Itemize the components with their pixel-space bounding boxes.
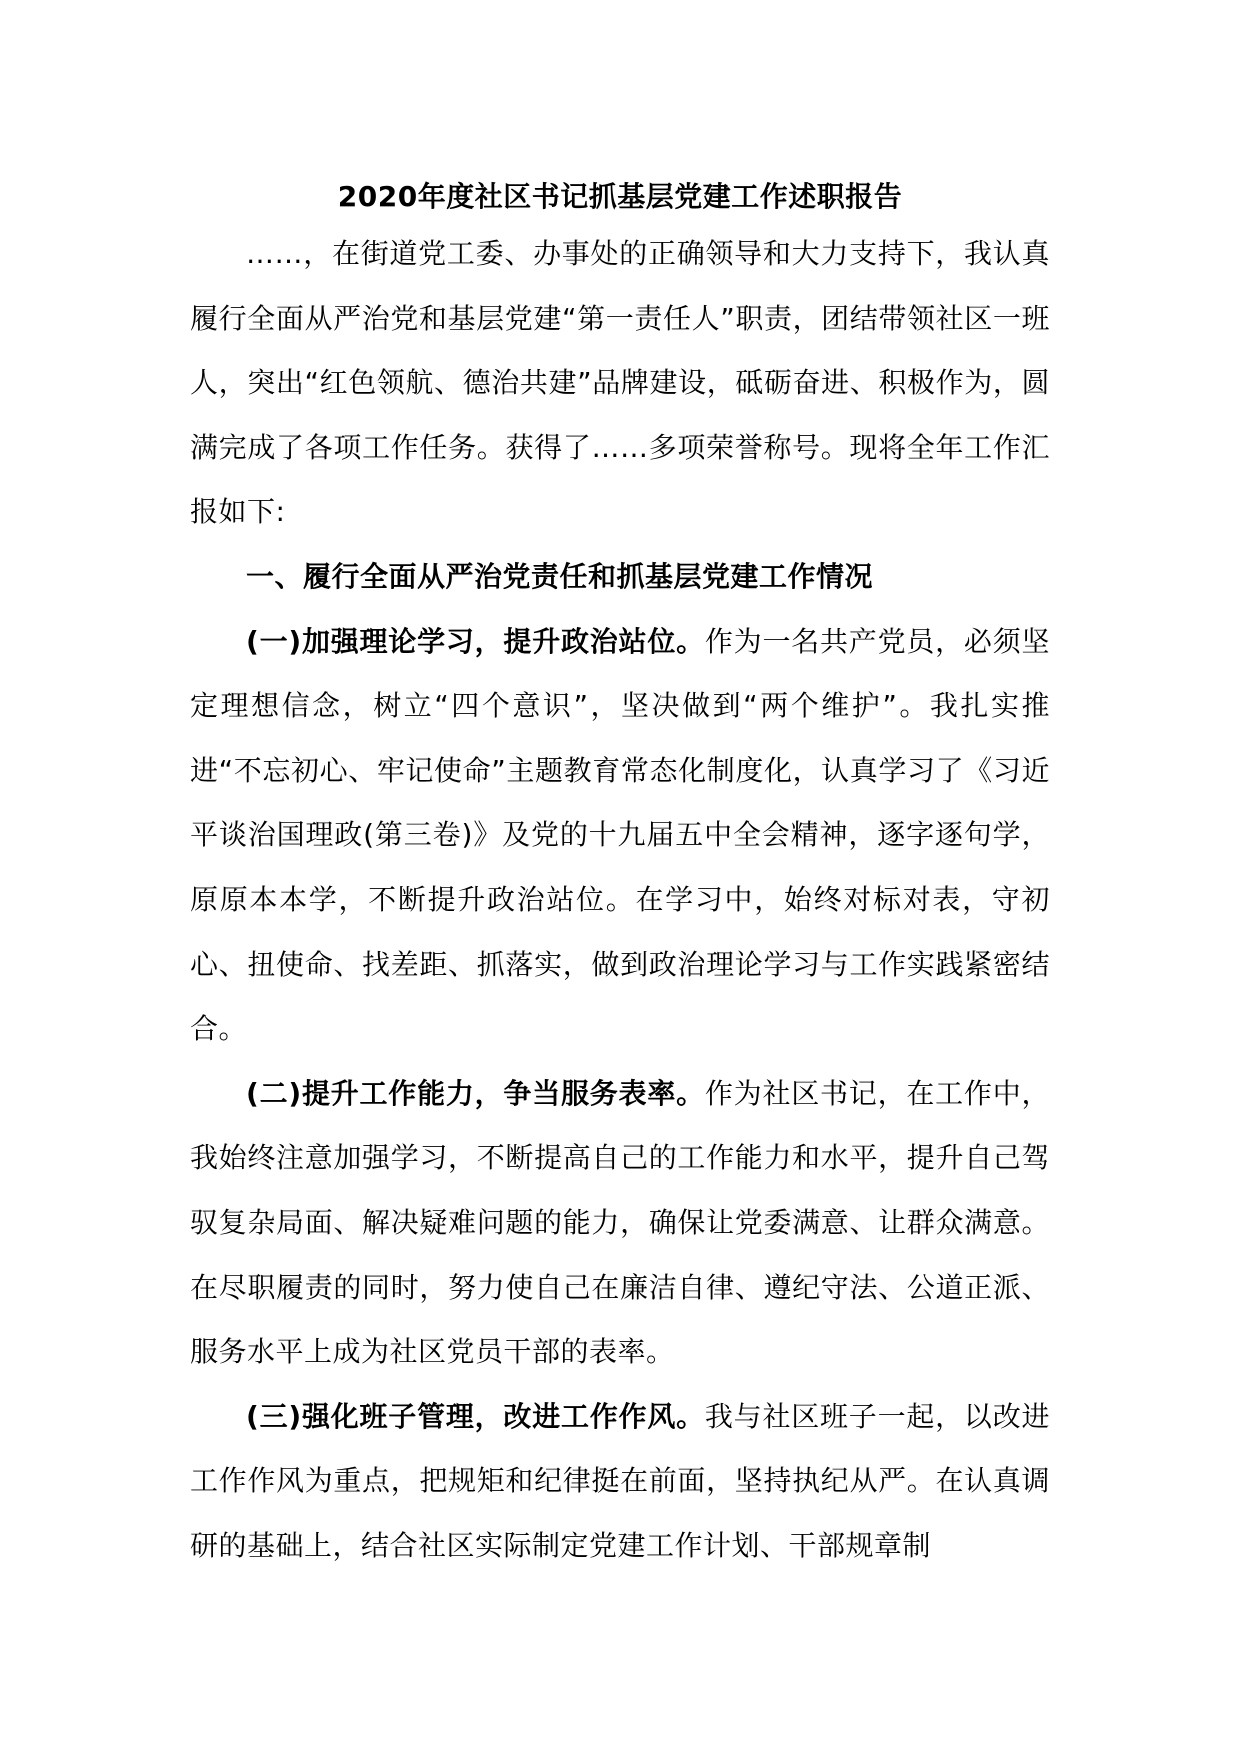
item-text-1: 作为一名共产党员，必须坚定理想信念，树立“四个意识”，坚决做到“两个维护”。我扎实推进“不忘初心、牢记使命”主题教育常态化制度化，认真学习了《习近平谈治国理政(第三卷)》及党的十九届五中全会精神，逐字逐句学，原原本本学，不断提升政治站位。在学习中，始终对标对表，守初心、扭使命、找差距、抓落实，做到政治理论学习与工作实践紧密结合。 (190, 624, 1050, 1046)
intro-paragraph: ……，在街道党工委、办事处的正确领导和大力支持下，我认真履行全面从严治党和基层党建“第一责任人”职责，团结带领社区一班人，突出“红色领航、德治共建”品牌建设，砥砺奋进、积极作为，圆满完成了各项工作任务。获得了……多项荣誉称号。现将全年工作汇报如下: (190, 237, 1050, 529)
item-paragraph-2 (190, 1062, 1050, 1385)
item-text-2: 作为社区书记，在工作中，我始终注意加强学习，不断提高自己的工作能力和水平，提升自己驾驭复杂局面、解决疑难问题的能力，确保让党委满意、让群众满意。在尽职履责的同时，努力使自己在廉洁自律、遵纪守法、公道正派、服务水平上成为社区党员干部的表率。 (190, 1076, 1050, 1369)
item-text-3: 我与社区班子一起，以改进工作作风为重点，把规矩和纪律挺在前面，坚持执纪从严。在认真调研的基础上，结合社区实际制定党建工作计划、干部规章制 (190, 1399, 1050, 1562)
item-lead-1: (一)加强理论学习，提升政治站位。 (246, 624, 705, 658)
item-paragraph-3 (190, 1385, 1050, 1579)
document-page (190, 172, 1050, 1578)
item-paragraph-1 (190, 610, 1050, 1062)
section-heading: 一、履行全面从严治党责任和抓基层党建工作情况 (246, 559, 874, 593)
item-lead-2: (二)提升工作能力，争当服务表率。 (246, 1076, 705, 1110)
document-title: 2020年度社区书记抓基层党建工作述职报告 (337, 180, 903, 213)
item-lead-3: (三)强化班子管理，改进工作作风。 (246, 1399, 705, 1433)
